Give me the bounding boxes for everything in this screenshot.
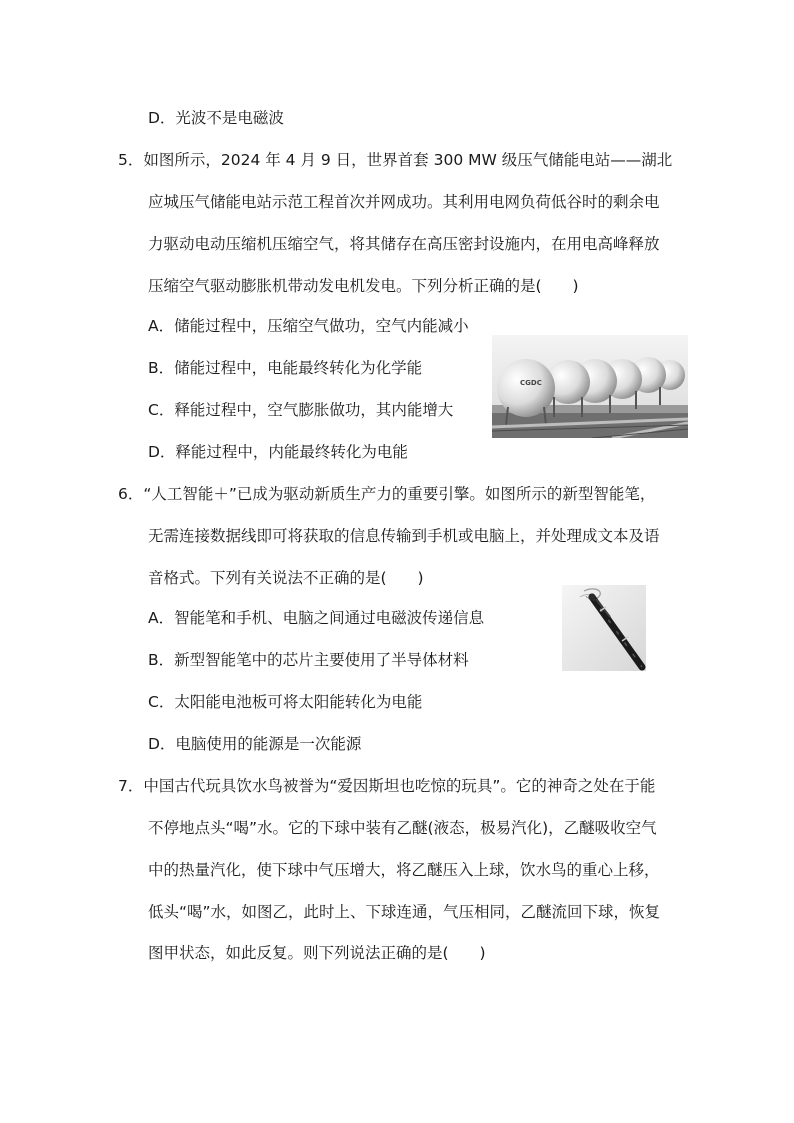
q5-stem-line-2: 应城压气储能电站示范工程首次并网成功。其利用电网负荷低谷时的剩余电	[148, 193, 660, 211]
q4-option-d: D．光波不是电磁波	[148, 109, 284, 127]
q6-stem-line-3: 音格式。下列有关说法不正确的是( )	[148, 569, 424, 587]
q5-stem-line-3: 力驱动电动压缩机压缩空气，将其储存在高压密封设施内，在用电高峰释放	[148, 235, 660, 253]
q7-stem-line-2: 不停地点头“喝”水。它的下球中装有乙醚(液态，极易汽化)，乙醚吸收空气	[148, 819, 657, 837]
q6-stem-line-1: 6．“人工智能＋”已成为驱动新质生产力的重要引擎。如图所示的新型智能笔，	[118, 485, 656, 503]
q6-option-a: A．智能笔和手机、电脑之间通过电磁波传递信息	[148, 609, 485, 627]
q6-option-b: B．新型智能笔中的芯片主要使用了半导体材料	[148, 651, 469, 669]
q5-option-d: D．释能过程中，内能最终转化为电能	[148, 443, 408, 461]
q7-stem-line-1: 7．中国古代玩具饮水鸟被誉为“爱因斯坦也吃惊的玩具”。它的神奇之处在于能	[118, 777, 656, 795]
q5-option-a: A．储能过程中，压缩空气做功，空气内能减小	[148, 317, 469, 335]
q5-stem-line-4: 压缩空气驱动膨胀机带动发电机发电。下列分析正确的是( )	[148, 277, 579, 295]
q5-option-c: C．释能过程中，空气膨胀做功，其内能增大	[148, 401, 454, 419]
q6-smart-pen-photo	[562, 585, 646, 671]
q5-option-b: B．储能过程中，电能最终转化为化学能	[148, 359, 423, 377]
q6-option-c: C．太阳能电池板可将太阳能转化为电能	[148, 693, 423, 711]
q5-storage-tanks-photo	[492, 335, 688, 438]
q6-option-d: D．电脑使用的能源是一次能源	[148, 735, 362, 753]
q5-tank-logo-text: CGDC	[520, 379, 542, 387]
q7-stem-line-3: 中的热量汽化，使下球中气压增大，将乙醚压入上球，饮水鸟的重心上移，	[148, 861, 660, 879]
q7-stem-line-4: 低头“喝”水，如图乙，此时上、下球连通，气压相同，乙醚流回下球，恢复	[148, 903, 661, 921]
q6-stem-line-2: 无需连接数据线即可将获取的信息传输到手机或电脑上，并处理成文本及语	[148, 527, 660, 545]
q7-stem-line-5: 图甲状态，如此反复。则下列说法正确的是( )	[148, 944, 486, 962]
q5-stem-line-1: 5．如图所示，2024 年 4 月 9 日，世界首套 300 MW 级压气储能电站——湖北	[118, 151, 673, 169]
